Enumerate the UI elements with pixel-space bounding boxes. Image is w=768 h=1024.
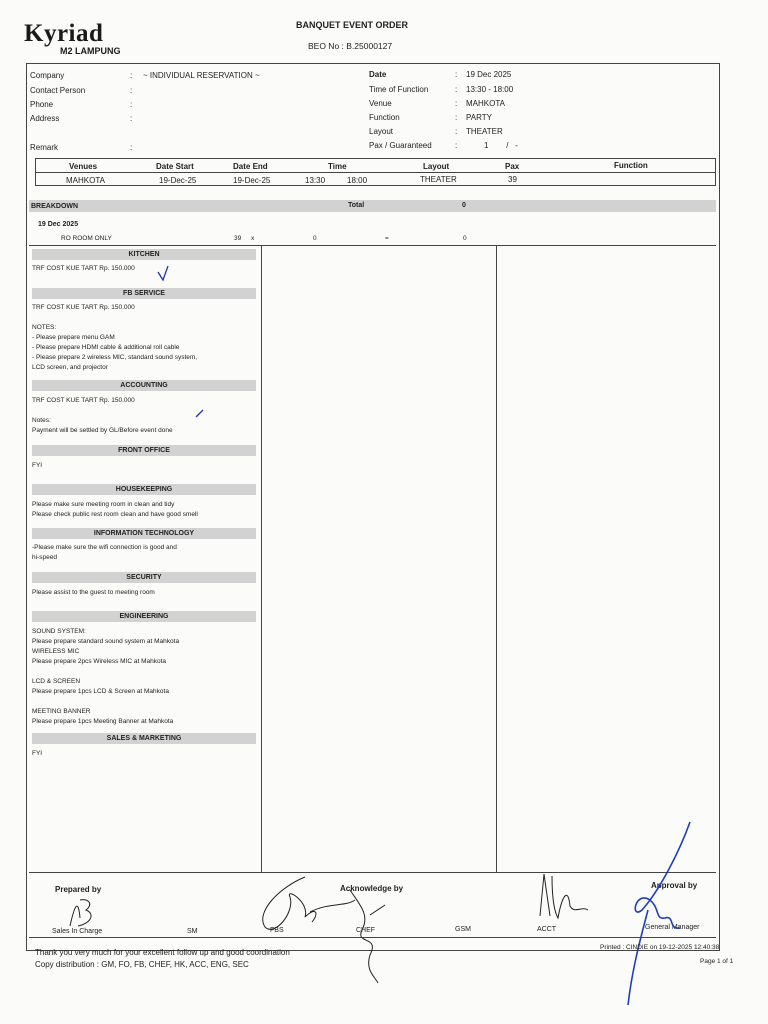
breakdown-multiply: x bbox=[251, 235, 255, 242]
remark-label: Remark bbox=[30, 143, 59, 152]
section-it-title: INFORMATION TECHNOLOGY bbox=[32, 528, 256, 539]
role-general-manager: General Manager bbox=[645, 924, 700, 931]
section-housekeeping-content: Please make sure meeting room in clean and tidy Please check public rest room clean and have good smell bbox=[32, 501, 198, 518]
date-label: Date bbox=[369, 70, 387, 79]
section-it-content: -Please make sure the wifi connection is good and hi-speed bbox=[32, 544, 177, 561]
breakdown-amount: 0 bbox=[463, 235, 467, 242]
breakdown-qty: 39 bbox=[234, 235, 242, 242]
section-front-office-content: FYI bbox=[32, 462, 43, 469]
signature-general-manager bbox=[620, 820, 700, 1010]
total-value: 0 bbox=[462, 202, 466, 209]
role-chef: CHEF bbox=[356, 927, 376, 934]
breakdown-item: RO ROOM ONLY bbox=[61, 235, 112, 242]
section-kitchen-title: KITCHEN bbox=[32, 249, 256, 260]
col-layout: Layout bbox=[423, 162, 450, 171]
acknowledge-by-label: Acknowledge by bbox=[340, 884, 404, 893]
col-date-end: Date End bbox=[233, 162, 268, 171]
date-value: 19 Dec 2025 bbox=[466, 70, 512, 79]
role-acct: ACCT bbox=[537, 926, 557, 933]
row-layout: THEATER bbox=[420, 175, 457, 184]
section-security-content: Please assist to the guest to meeting room bbox=[32, 589, 155, 596]
time-value: 13:30 - 18:00 bbox=[466, 85, 514, 94]
function-value: PARTY bbox=[466, 113, 492, 122]
venue-label: Venue bbox=[369, 99, 392, 108]
role-gsm: GSM bbox=[455, 926, 471, 933]
footer-thanks: Thank you very much for your excellent follow up and good coordination bbox=[35, 948, 290, 957]
role-sales-in-charge: Sales In Charge bbox=[52, 928, 103, 935]
prepared-by-label: Prepared by bbox=[55, 885, 102, 894]
footer-page: Page 1 of 1 bbox=[700, 958, 734, 965]
row-time-start: 13:30 bbox=[305, 176, 326, 185]
hotel-logo-subtitle: M2 LAMPUNG bbox=[60, 46, 121, 56]
section-sales-marketing-content: FYI bbox=[32, 750, 43, 757]
section-fb-service-title: FB SERVICE bbox=[32, 288, 256, 299]
function-label: Function bbox=[369, 113, 400, 122]
breakdown-price: 0 bbox=[313, 235, 317, 242]
approval-by-label: Approval by bbox=[651, 881, 698, 890]
pax-value: 1 / - bbox=[484, 141, 518, 150]
row-pax: 39 bbox=[508, 175, 517, 184]
section-accounting-content: TRF COST KUE TART Rp. 150.000 Notes: Payment will be settled by GL/Before event done bbox=[32, 397, 173, 434]
col-pax: Pax bbox=[505, 162, 520, 171]
section-housekeeping-title: HOUSEKEEPING bbox=[32, 484, 256, 495]
layout-label: Layout bbox=[369, 127, 394, 136]
signature-chef bbox=[340, 885, 390, 985]
breakdown-label: BREAKDOWN bbox=[31, 203, 79, 210]
layout-value: THEATER bbox=[466, 127, 503, 136]
section-engineering-title: ENGINEERING bbox=[32, 611, 256, 622]
signature-sales bbox=[60, 888, 110, 933]
address-label: Address bbox=[30, 114, 60, 123]
signature-acct bbox=[530, 866, 590, 926]
row-venue: MAHKOTA bbox=[66, 176, 105, 185]
row-date-end: 19-Dec-25 bbox=[233, 176, 271, 185]
beo-number: BEO No : B.25000127 bbox=[308, 41, 393, 51]
section-engineering-content: SOUND SYSTEM: Please prepare standard sound system at Mahkota WIRELESS MIC Please prepare 2pcs Wireless MIC at Mahkota LCD & SCREEN Please prepare 1pcs LCD & Screen at Mahkota MEETING BANNER Please prepare 1pcs Meeting Banner at Mahkota bbox=[32, 628, 180, 725]
section-security-title: SECURITY bbox=[32, 572, 256, 583]
footer-distribution: Copy distribution : GM, FO, FB, CHEF, HK, ACC, ENG, SEC bbox=[35, 960, 249, 969]
check-mark-kitchen bbox=[156, 264, 176, 284]
section-kitchen-content: TRF COST KUE TART Rp. 150.000 bbox=[32, 265, 135, 272]
hotel-logo: Kyriad bbox=[24, 20, 104, 47]
col-date-start: Date Start bbox=[156, 162, 194, 171]
col-venues: Venues bbox=[69, 162, 98, 171]
breakdown-equals: = bbox=[385, 235, 389, 242]
role-fbs: FBS bbox=[270, 927, 284, 934]
company-label: Company bbox=[30, 71, 65, 80]
col-function: Function bbox=[614, 161, 648, 170]
role-sm: SM bbox=[187, 928, 198, 935]
time-label: Time of Function bbox=[369, 85, 429, 94]
venue-value: MAHKOTA bbox=[466, 99, 505, 108]
col-time: Time bbox=[328, 162, 347, 171]
company-value: ~ INDIVIDUAL RESERVATION ~ bbox=[143, 71, 260, 80]
pax-label: Pax / Guaranteed bbox=[369, 141, 432, 150]
total-label: Total bbox=[348, 202, 365, 209]
section-fb-service-content: TRF COST KUE TART Rp. 150.000 NOTES: - Please prepare menu GAM - Please prepare HDMI cable & additional roll cable - Please prepare 2 wireless MIC, standard sound system, LCD screen, and projector bbox=[32, 304, 198, 371]
contact-person-label: Contact Person bbox=[30, 86, 86, 95]
section-accounting-title: ACCOUNTING bbox=[32, 380, 256, 391]
section-front-office-title: FRONT OFFICE bbox=[32, 445, 256, 456]
section-sales-marketing-title: SALES & MARKETING bbox=[32, 733, 256, 744]
row-time-end: 18:00 bbox=[347, 176, 368, 185]
phone-label: Phone bbox=[30, 100, 54, 109]
document-title: BANQUET EVENT ORDER bbox=[296, 20, 409, 30]
breakdown-date: 19 Dec 2025 bbox=[38, 221, 79, 228]
row-date-start: 19-Dec-25 bbox=[159, 176, 197, 185]
footer-printed: Printed : CINDIE on 19-12-2025 12:40:38 bbox=[600, 944, 720, 951]
breakdown-bar bbox=[29, 200, 716, 212]
check-mark-accounting bbox=[194, 408, 206, 420]
